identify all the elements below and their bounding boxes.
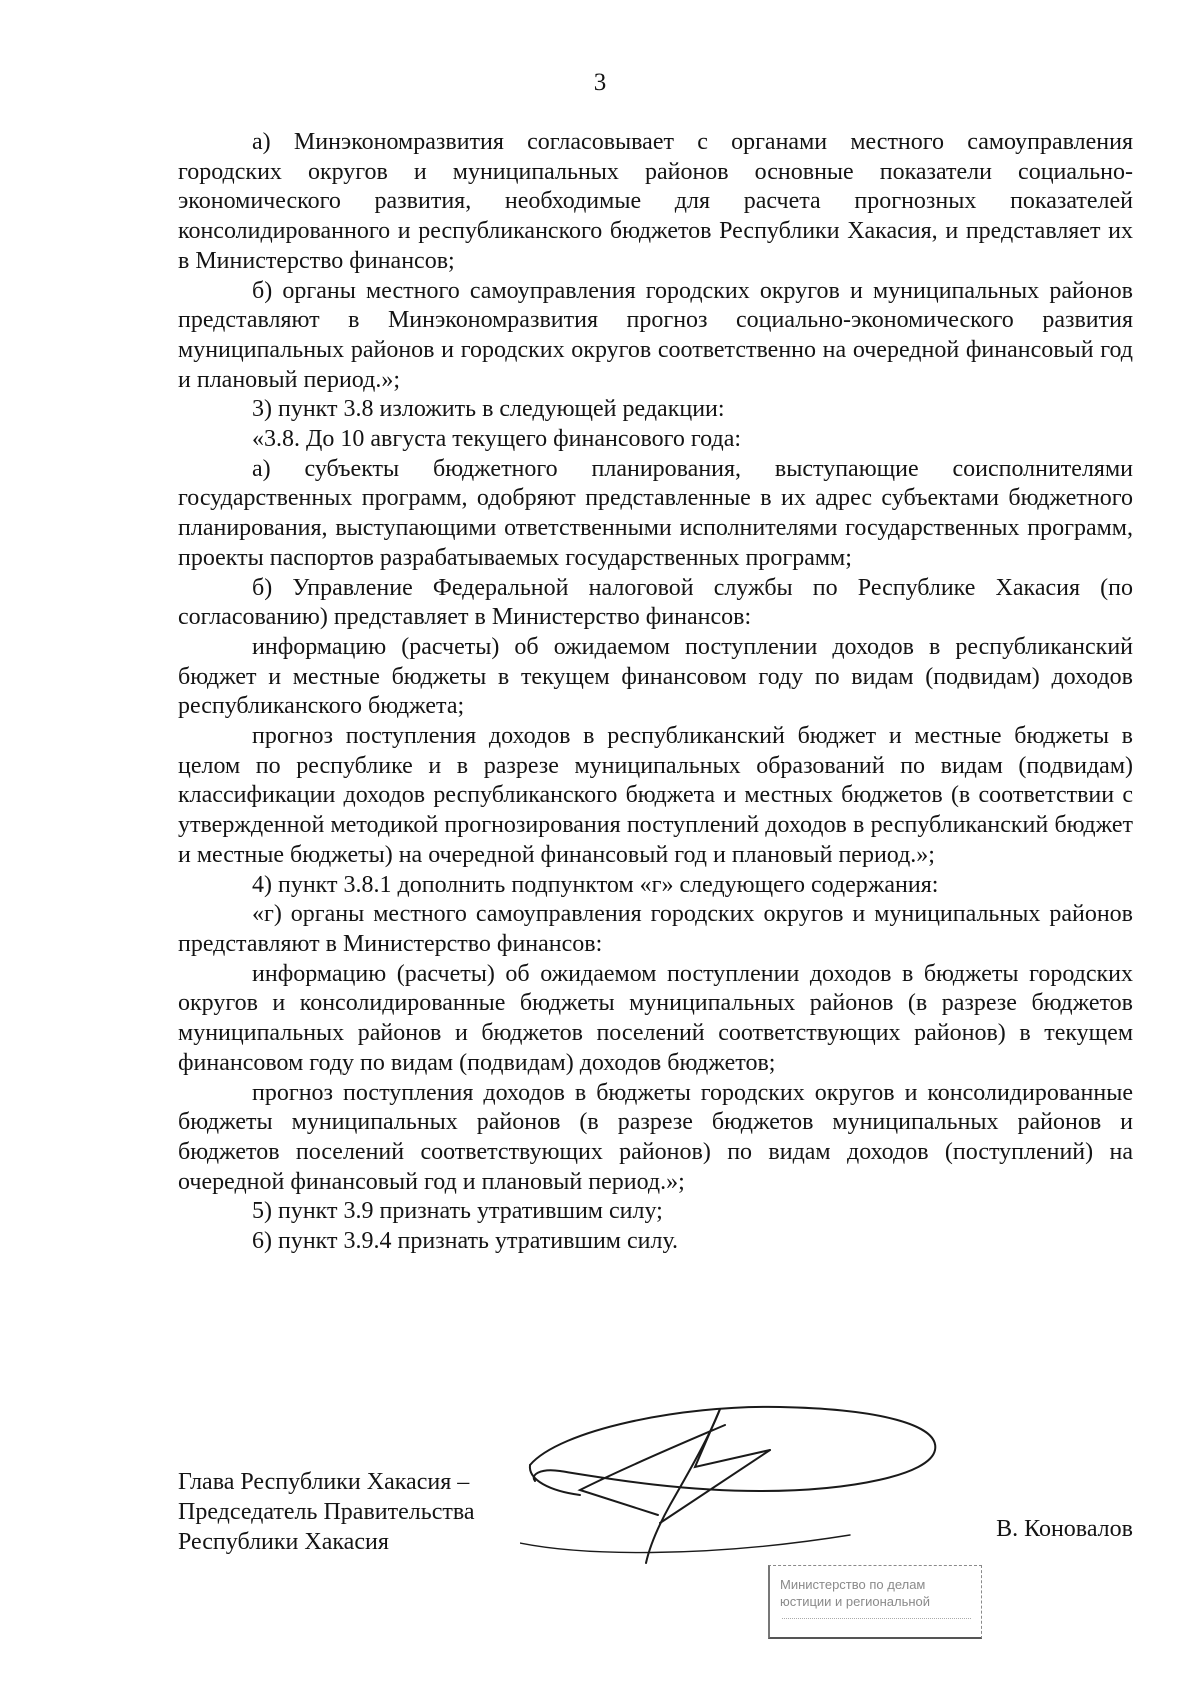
signatory-position-line: Республики Хакасия: [178, 1529, 389, 1555]
paragraph-information-municipal: информацию (расчеты) об ожидаемом поступлении доходов в бюджеты городских округов и консолидированные бюджеты муниципальных районов (в разрезе бюджетов муниципальных районов и бюджетов поселений соответствующих районов) в текущем финансовом году по видам (подвидам) доходов бюджетов;: [178, 960, 1133, 1076]
paragraph-forecast-municipal: прогноз поступления доходов в бюджеты городских округов и консолидированные бюджеты муниципальных районов (в разрезе бюджетов муниципальных районов и бюджетов поселений соответствующих районов) по видам доходов (поступлений) на очередной финансовый год и плановый период.»;: [178, 1079, 1133, 1195]
paragraph-item-a-subjects: а) субъекты бюджетного планирования, выступающие соисполнителями государственных программ, одобряют представленные в их адрес субъектами бюджетного планирования, выступающими ответственными исполнителями государственных программ, проекты паспортов разрабатываемых государственных программ;: [178, 455, 1133, 571]
page-number: 3: [593, 69, 607, 96]
signatory-position-line: Председатель Правительства: [178, 1499, 475, 1525]
stamp-line: Министерство по делам: [780, 1577, 926, 1592]
stamp-divider: [782, 1618, 971, 1619]
paragraph-item-g: «г) органы местного самоуправления городских округов и муниципальных районов представляют в Министерство финансов:: [178, 901, 1133, 957]
paragraph-clause-3: 3) пункт 3.8 изложить в следующей редакции:: [252, 396, 725, 423]
stamp-line: юстиции и региональной: [780, 1594, 931, 1609]
signatory-position: [178, 1467, 475, 1557]
document-body: [178, 128, 1133, 1257]
paragraph-item-b-local-gov: б) органы местного самоуправления городских округов и муниципальных районов представляют в Минэкономразвития прогноз социально-экономического развития муниципальных районов и городских округов соответственно на очередной финансовый год и плановый период.»;: [178, 277, 1133, 393]
paragraph-item-a-minek: а) Минэкономразвития согласовывает с органами местного самоуправления городских округов и муниципальных районов основные показатели социально-экономического развития, необходимые для расчета прогнозных показателей консолидированного и республиканского бюджетов Республики Хакасия, и представляет их в Министерство финансов;: [178, 129, 1133, 274]
paragraph-information-republic: информацию (расчеты) об ожидаемом поступлении доходов в республиканский бюджет и местные бюджеты в текущем финансовом году по видам (подвидам) доходов республиканского бюджета;: [178, 633, 1133, 720]
signature-block: [178, 1467, 1133, 1587]
paragraph-clause-5: 5) пункт 3.9 признать утратившим силу;: [252, 1198, 663, 1225]
paragraph-clause-4: 4) пункт 3.8.1 дополнить подпунктом «г» следующего содержания:: [252, 871, 939, 898]
paragraph-forecast-republic: прогноз поступления доходов в республиканский бюджет и местные бюджеты в целом по республике и в разрезе муниципальных образований по видам (подвидам) классификации доходов республиканского бюджета и местных бюджетов (в соответствии с утвержденной методикой прогнозирования поступлений доходов в республиканский бюджет и местные бюджеты) на очередной финансовый год и плановый период.»;: [178, 723, 1133, 868]
signatory-name: В. Коновалов: [996, 1516, 1133, 1542]
signatory-position-line: Глава Республики Хакасия –: [178, 1469, 470, 1495]
paragraph-item-b-tax-service: б) Управление Федеральной налоговой службы по Республике Хакасия (по согласованию) представляет в Министерство финансов:: [178, 574, 1133, 631]
registration-stamp: [768, 1565, 982, 1639]
paragraph-clause-6: 6) пункт 3.9.4 признать утратившим силу.: [252, 1228, 679, 1255]
paragraph-clause-3-8: «3.8. До 10 августа текущего финансового года:: [252, 426, 742, 453]
